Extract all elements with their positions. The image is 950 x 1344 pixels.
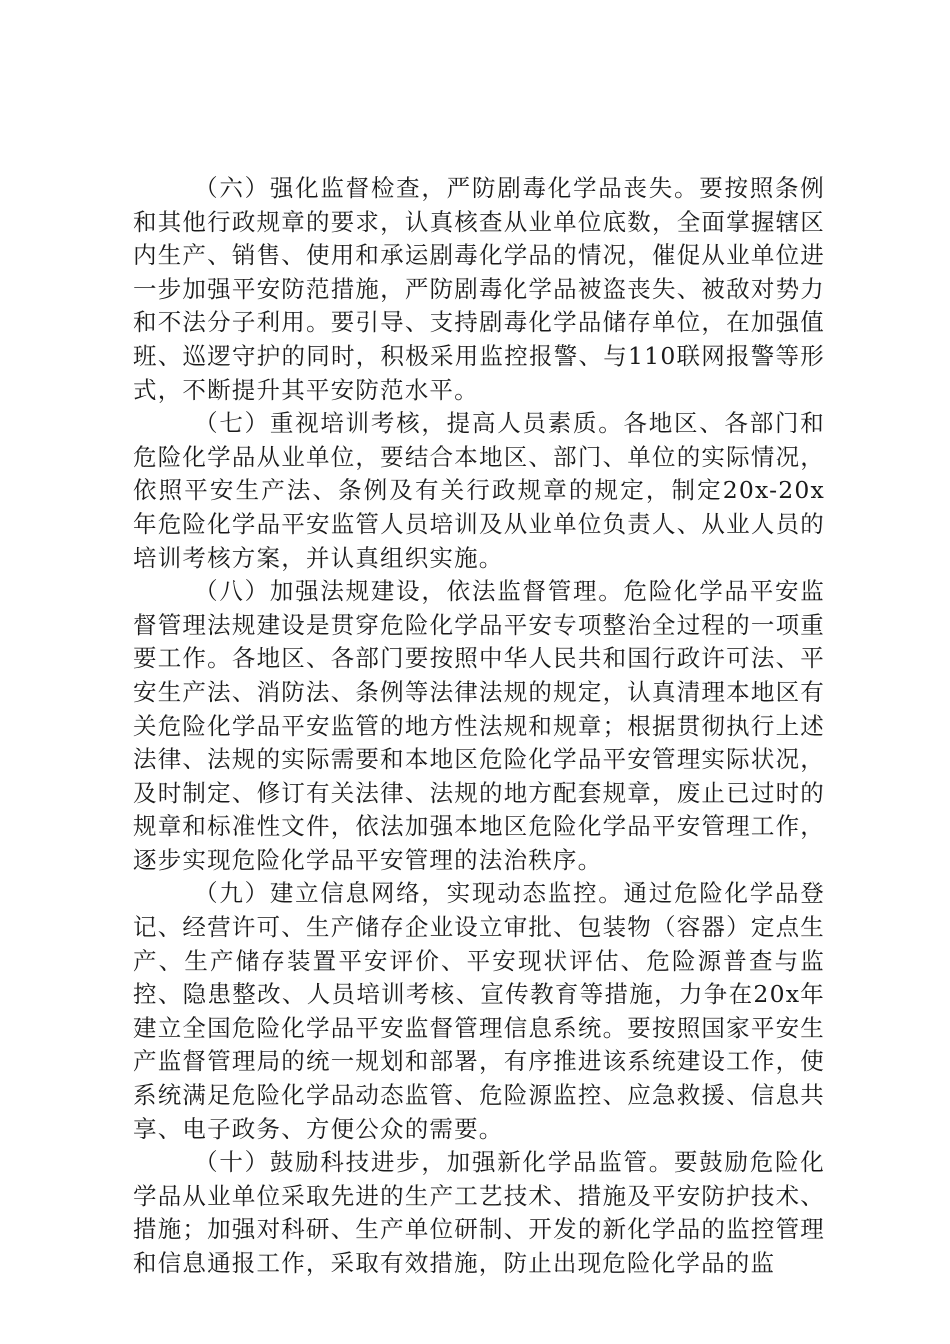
document-body <box>133 172 825 1281</box>
paragraph-9: （九）建立信息网络，实现动态监控。通过危险化学品登记、经营许可、生产储存企业设立审批、包装物（容器）定点生产、生产储存装置平安评价、平安现状评估、危险源普查与监控、隐患整改、人员培训考核、宣传教育等措施，力争在20x年建立全国危险化学品平安监督管理信息系统。要按照国家平安生产监督管理局的统一规划和部署，有序推进该系统建设工作，使系统满足危险化学品动态监管、危险源监控、应急救援、信息共享、电子政务、方便公众的需要。 <box>133 879 825 1143</box>
paragraph-10: （十）鼓励科技进步，加强新化学品监管。要鼓励危险化学品从业单位采取先进的生产工艺技术、措施及平安防护技术、措施；加强对科研、生产单位研制、开发的新化学品的监控管理和信息通报工作，采取有效措施，防止出现危险化学品的监 <box>133 1148 825 1277</box>
paragraph-6: （六）强化监督检查，严防剧毒化学品丧失。要按照条例和其他行政规章的要求，认真核查从业单位底数，全面掌握辖区内生产、销售、使用和承运剧毒化学品的情况，催促从业单位进一步加强平安防范措施，严防剧毒化学品被盗丧失、被敌对势力和不法分子利用。要引导、支持剧毒化学品储存单位，在加强值班、巡逻守护的同时，积极采用监控报警、与110联网报警等形式，不断提升其平安防范水平。 <box>133 174 825 404</box>
paragraph-7: （七）重视培训考核，提高人员素质。各地区、各部门和危险化学品从业单位，要结合本地区、部门、单位的实际情况，依照平安生产法、条例及有关行政规章的规定，制定20x-20x年危险化学品平安监管人员培训及从业单位负责人、从业人员的培训考核方案，并认真组织实施。 <box>133 409 825 572</box>
paragraph-8: （八）加强法规建设，依法监督管理。危险化学品平安监督管理法规建设是贯穿危险化学品平安专项整治全过程的一项重要工作。各地区、各部门要按照中华人民共和国行政许可法、平安生产法、消防法、条例等法律法规的规定，认真清理本地区有关危险化学品平安监管的地方性法规和规章；根据贯彻执行上述法律、法规的实际需要和本地区危险化学品平安管理实际状况，及时制定、修订有关法律、法规的地方配套规章，废止已过时的规章和标准性文件，依法加强本地区危险化学品平安管理工作，逐步实现危险化学品平安管理的法治秩序。 <box>133 577 825 874</box>
